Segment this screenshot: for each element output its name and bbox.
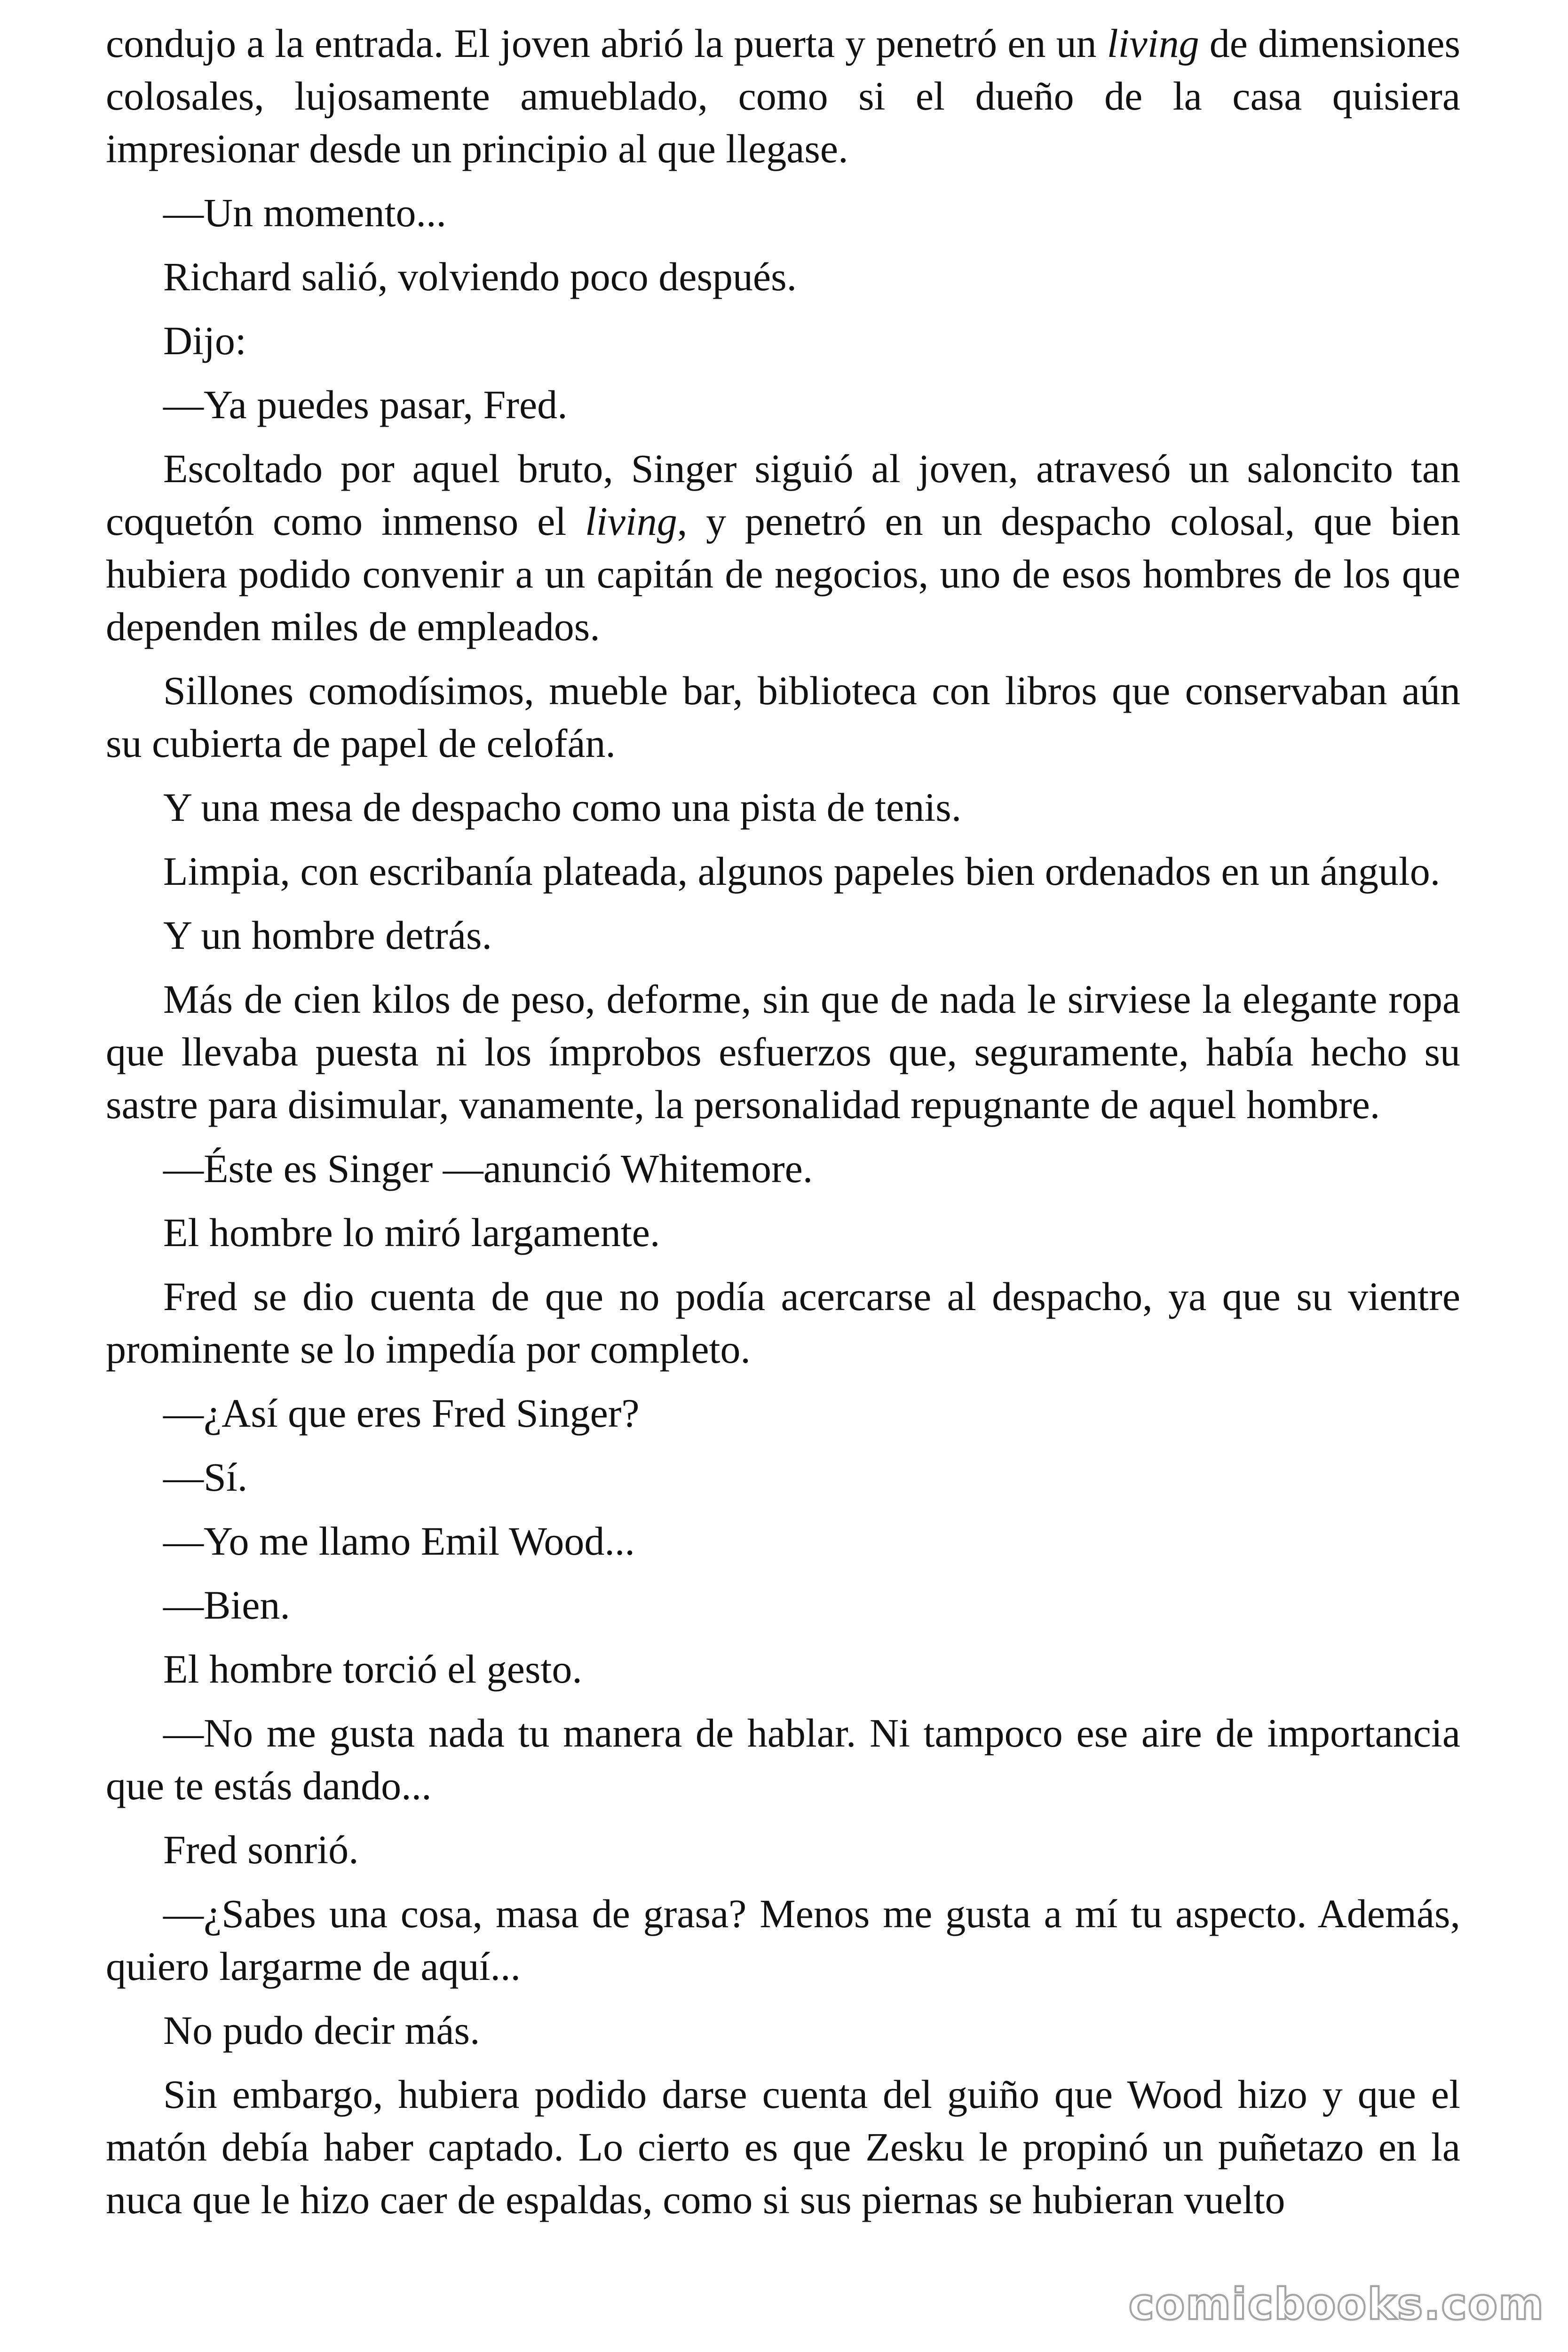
text-segment: Fred sonrió. [163,1827,359,1872]
paragraph-p23 [106,2004,1460,2057]
text-segment: Escoltado por aquel bruto, Singer siguió al joven, atravesó un saloncito tan coquetón como inmenso el [106,446,1460,544]
text-segment: No pudo decir más. [163,2008,480,2053]
paragraph-p07 [106,664,1460,770]
text-segment: Dijo: [163,318,246,363]
paragraph-p09 [106,845,1460,898]
text-segment: Sin embargo, hubiera podido darse cuenta del guiño que Wood hizo y que el matón debía haber captado. Lo cierto es que Zesku le propinó un puñetazo en la nuca que le hizo caer de espaldas, como si sus piernas se hubieran vuelto [106,2072,1460,2222]
paragraph-p08 [106,781,1460,834]
body-text [106,17,1460,2237]
text-segment: —No me gusta nada tu manera de hablar. Ni tampoco ese aire de importancia que te estás dando... [106,1710,1460,1808]
text-segment: Limpia, con escribanía plateada, algunos papeles bien ordenados en un ángulo. [163,849,1441,894]
text-segment: Sillones comodísimos, mueble bar, biblioteca con libros que conservaban aún su cubierta de papel de celofán. [106,668,1460,766]
paragraph-p16 [106,1451,1460,1503]
paragraph-p01 [106,17,1460,175]
text-segment: condujo a la entrada. El joven abrió la puerta y penetró en un [106,21,1107,66]
text-segment: El hombre lo miró largamente. [163,1210,660,1255]
paragraph-p14 [106,1270,1460,1375]
text-segment: —Sí. [163,1454,248,1500]
text-segment: Y un hombre detrás. [163,913,492,958]
paragraph-p03 [106,250,1460,303]
paragraph-p21 [106,1823,1460,1876]
paragraph-p11 [106,973,1460,1131]
watermark-logo: comicbooks.com [1128,2279,1544,2329]
paragraph-p15 [106,1387,1460,1439]
text-segment: —Bien. [163,1582,290,1628]
paragraph-p24 [106,2068,1460,2226]
text-segment: El hombre torció el gesto. [163,1646,582,1692]
text-segment: Y una mesa de despacho como una pista de tenis. [163,785,962,830]
text-segment: , y penetró en un despacho colosal, que bien hubiera podido convenir a un capitán de negocios, uno de esos hombres de los que dependen miles de empleados. [106,499,1460,649]
paragraph-p06 [106,442,1460,653]
paragraph-p18 [106,1579,1460,1631]
paragraph-p19 [106,1643,1460,1695]
text-segment: de dimensiones colosales, lujosamente amueblado, como si el dueño de la casa quisiera impresionar desde un principio al que llegase. [106,21,1460,171]
text-segment: —¿Sabes una cosa, masa de grasa? Menos me gusta a mí tu aspecto. Además, quiero largarme de aquí... [106,1891,1460,1989]
paragraph-p17 [106,1515,1460,1567]
paragraph-p04 [106,314,1460,367]
italic-word: living [585,499,677,544]
paragraph-p12 [106,1142,1460,1195]
text-segment: Richard salió, volviendo poco después. [163,254,797,299]
paragraph-p10 [106,909,1460,961]
paragraph-p05 [106,378,1460,431]
text-segment: —Un momento... [163,190,446,235]
text-segment: Más de cien kilos de peso, deforme, sin que de nada le sirviese la elegante ropa que llevaba puesta ni los ímprobos esfuerzos que, seguramente, había hecho su sastre para disimular, vanamente, la personalidad repugnante de aquel hombre. [106,977,1460,1127]
paragraph-p02 [106,186,1460,239]
text-segment: —Éste es Singer —anunció Whitemore. [163,1146,813,1191]
italic-word: living [1107,21,1199,66]
text-segment: Fred se dio cuenta de que no podía acercarse al despacho, ya que su vientre prominente se lo impedía por completo. [106,1274,1460,1372]
paragraph-p22 [106,1887,1460,1993]
paragraph-p20 [106,1707,1460,1812]
text-segment: —Yo me llamo Emil Wood... [163,1518,635,1564]
text-segment: —¿Así que eres Fred Singer? [163,1391,640,1436]
paragraph-p13 [106,1206,1460,1259]
text-segment: —Ya puedes pasar, Fred. [163,382,568,427]
